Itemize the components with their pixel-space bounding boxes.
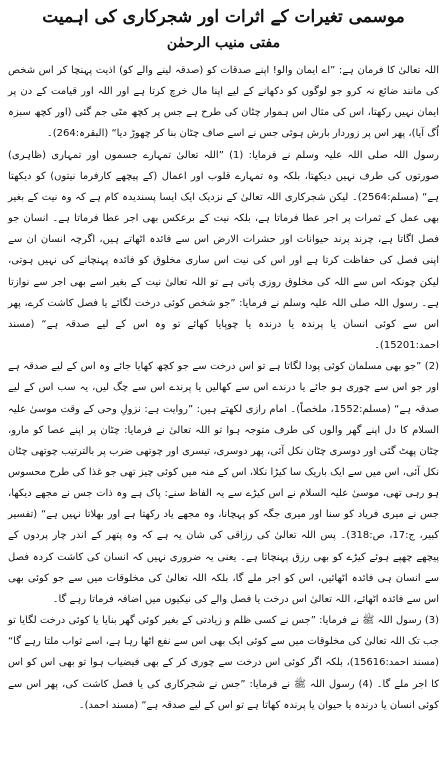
paragraph-quran-verse: اللہ تعالیٰ کا فرمان ہے: ”اے ایمان والو! اپنے صدقات کو (صدقہ لینے والے کو) اذیت پہنچا کر اس شخص کی مانند ضائع نہ کرو جو لوگوں کو دکھانے کے لیے اپنا مال خرچ کرتا ہے اور اللہ اور قیامت کے دن پر ایمان نہیں رکھتا، اس کی مثال اس ہموار چٹان کی طرح ہے جس پر کچھ مٹی جم گئی (اور کچھ سبزہ اُگ آیا)، پھر اس پر زوردار بارش ہوئی جس نے اسے صاف چٹان بنا کر چھوڑ دیا“ (البقرہ:264)۔: [8, 65, 439, 140]
paragraph-hadith-1: رسول اللہ صلی اللہ علیہ وسلم نے فرمایا: (1) ”اللہ تعالیٰ تمہارے جسموں اور تمہاری (ظاہری) صورتوں کی طرف نہیں دیکھتا، بلکہ وہ تمہارے قلوب اور اعمال (کے پیچھے کارفرما نیتوں) کو دیکھتا ہے“ (مسلم:2564)۔ لیکن شجرکاری اللہ تعالیٰ کے نزدیک ایک ایسا پسندیدہ کام ہے کہ وہ نیت کے بغیر بھی عمل کے ثمرات پر اجر عطا فرماتا ہے، بلکہ نیت کے برعکس بھی اجر عطا فرماتا ہے۔ انسان جو فصل اگاتا ہے، چرند پرند حیوانات اور حشرات الارض اس سے فائدہ اٹھاتے ہیں، اگرچہ انسان ان سے اپنی فصل کی حفاظت کرتا ہے اور اس کی نیت اس ساری مخلوق کو فائدہ پہنچانے کی نہیں ہوتی، لیکن چونکہ اس سے اللہ کی مخلوق روزی پاتی ہے تو اللہ تعالیٰ نیت کے بغیر اسے بھی اجر سے نوازتا ہے۔ رسول اللہ صلی اللہ علیہ وسلم نے فرمایا: ”جو شخص کوئی درخت لگائے یا فصل کاشت کرے، پھر اس سے کوئی انسان یا پرندہ یا درندہ یا چوپایا کھائے تو وہ اس کے لیے صدقہ ہے“ (مسند احمد:15201)۔: [8, 149, 440, 352]
paragraph-hadith-2: (2) ”جو بھی مسلمان کوئی پودا لگاتا ہے تو اس درخت سے جو کچھ کھایا جائے وہ اس کے لیے صدقہ ہے اور جو اس سے چوری ہو جائے یا درندے اس سے کھالیں یا پرندے اس سے چگ لیں، یہ سب اس کے لیے صدقہ ہے“ (مسلم:1552، ملخصاً)۔ امام رازی لکھتے ہیں: ”روایت ہے: نزولِ وحی کے وقت موسیٰ علیہ السلام کا دل اپنے گھر والوں کی طرف متوجہ ہوا تو اللہ تعالیٰ نے فرمایا: چٹان پر اپنے عصا کو مارو، چٹان پھٹ گئی اور دوسری چٹان نکل آئی، پھر دوسری، تیسری اور چوتھی ضرب پر بالترتیب چوتھی چٹان نکل آئی، اس میں سے ایک باریک سا کیڑا نکلا، اس کے منہ میں کوئی چیز تھی جو غذا کی طرح محسوس ہو رہی تھی، موسیٰ علیہ السلام نے اس کیڑے سے یہ الفاظ سنے: پاک ہے وہ ذات جس نے مجھے دیکھا، جس نے میری فریاد کو سنا اور میری جگہ کو پہچانا، وہ مجھے یاد رکھتا ہے اور بھلاتا نہیں ہے“ (تفسیر کبیر، ج:17، ص:318)۔ پس اللہ تعالیٰ کی رزاقی کی شان یہ ہے کہ وہ پتھر کے اندر چار پردوں کے پیچھے چھپے ہوئے کیڑے کو بھی رزق پہنچاتا ہے۔ یعنی یہ ضروری نہیں کہ انسان کی کاشت کردہ فصل سے انسان ہی فائدہ اٹھائیں، اس کو اجر ملے گا، بلکہ اللہ تعالیٰ کی مخلوقات میں سے جو کوئی بھی اس سے فائدہ اٹھائے، اللہ تعالیٰ اس درخت یا فصل والے کی نیکیوں میں اضافہ فرماتا رہے گا۔: [8, 361, 440, 605]
paragraph-hadith-3-4: (3) رسول اللہ ﷺ نے فرمایا: ”جس نے کسی ظلم و زیادتی کے بغیر کوئی گھر بنایا یا کوئی درخت لگایا تو جب تک اللہ تعالیٰ کی مخلوقات میں سے کوئی ایک بھی اس سے نفع اٹھا رہا ہے، اسے ثواب ملتا رہے گا“ (مسند احمد:15616)، بلکہ اگر کوئی اس درخت سے چوری کر کے بھی فیضیاب ہوا تو بھی اس کو اس کا اجر ملے گا۔ (4) رسول اللہ ﷺ نے فرمایا: ”جس نے شجرکاری کی یا فصل کاشت کی، پھر اس سے کوئی انسان یا درندہ یا حیوان یا پرندہ کھاتا ہے تو اس کے لیے صدقہ ہے“ (مسند احمد)۔: [8, 615, 440, 711]
article-body: [8, 60, 439, 716]
article-author: مفتی منیب الرحمٰن: [166, 35, 281, 51]
article-title: موسمی تغیرات کے اثرات اور شجرکاری کی اہمیت: [42, 7, 405, 27]
